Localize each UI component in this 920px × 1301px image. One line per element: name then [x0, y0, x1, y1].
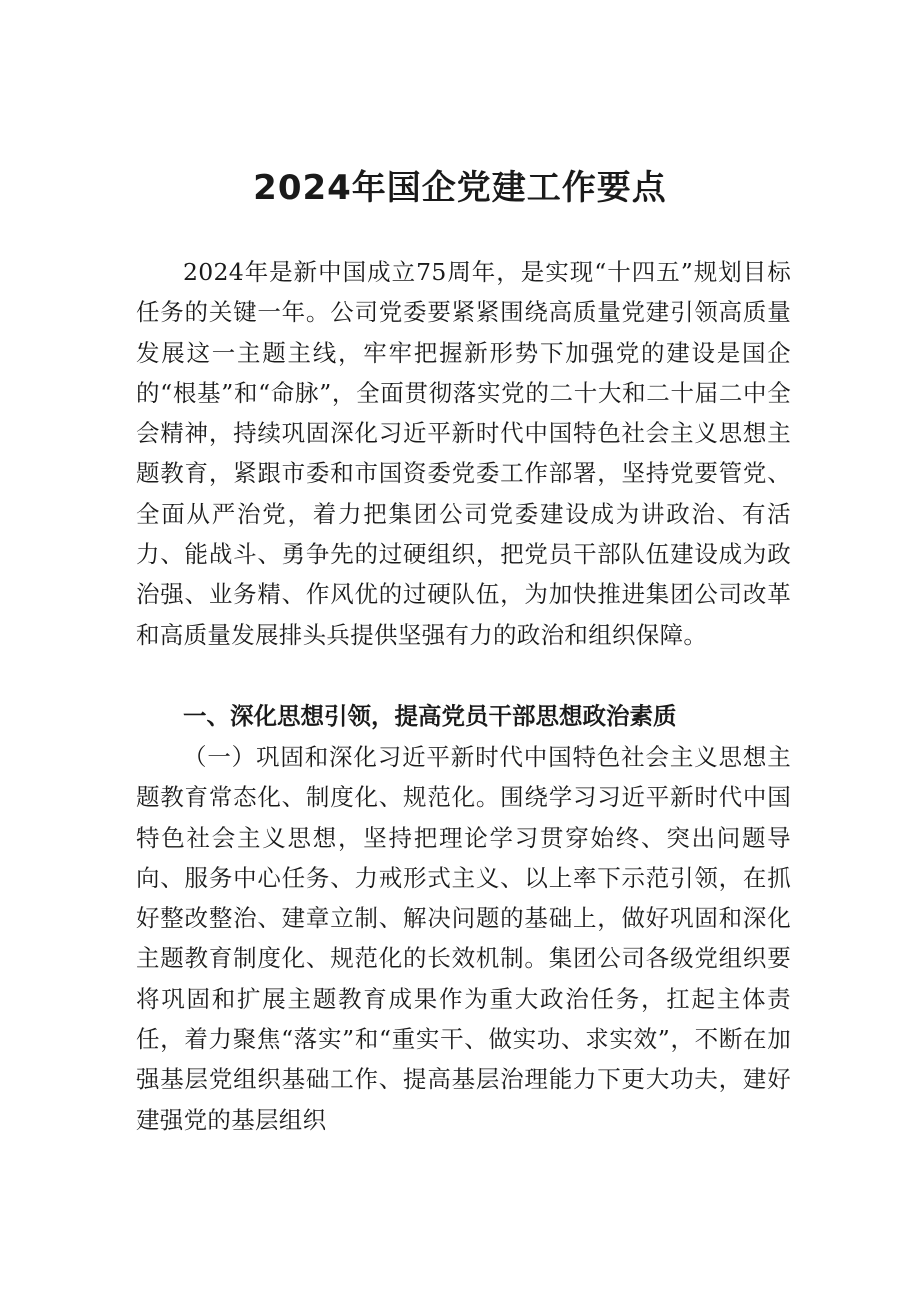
intro-paragraph: 2024年是新中国成立75周年，是实现“十四五”规划目标任务的关键一年。公司党委要紧紧围绕高质量党建引领高质量发展这一主题主线，牢牢把握新形势下加强党的建设是国企的“根基”和“命脉”，全面贯彻落实党的二十大和二十届二中全会精神，持续巩固深化习近平新时代中国特色社会主义思想主题教育，紧跟市委和市国资委党委工作部署，坚持党要管党、全面从严治党，着力把集团公司党委建设成为讲政治、有活力、能战斗、勇争先的过硬组织，把党员干部队伍建设成为政治强、业务精、作风优的过硬队伍，为加快推进集团公司改革和高质量发展排头兵提供坚强有力的政治和组织保障。: [136, 258, 791, 649]
section-1-heading: 一、深化思想引领，提高党员干部思想政治素质: [183, 702, 677, 730]
section-1-paragraph-1: （一）巩固和深化习近平新时代中国特色社会主义思想主题教育常态化、制度化、规范化。围绕学习习近平新时代中国特色社会主义思想，坚持把理论学习贯穿始终、突出问题导向、服务中心任务、力戒形式主义、以上率下示范引领，在抓好整改整治、建章立制、解决问题的基础上，做好巩固和深化主题教育制度化、规范化的长效机制。集团公司各级党组织要将巩固和扩展主题教育成果作为重大政治任务，扛起主体责任，着力聚焦“落实”和“重实干、做实功、求实效”，不断在加强基层党组织基础工作、提高基层治理能力下更大功夫，建好建强党的基层组织: [136, 743, 791, 1134]
document-title: 2024年国企党建工作要点: [253, 168, 667, 208]
